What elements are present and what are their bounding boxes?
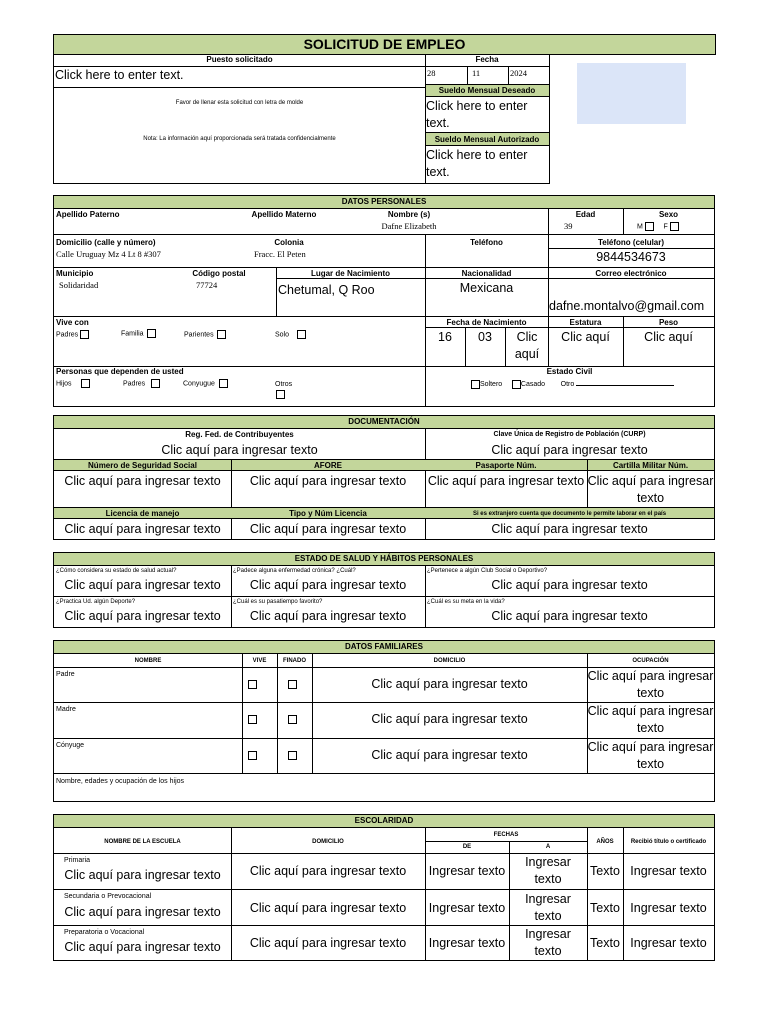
licencia-input[interactable]: Clic aquí para ingresar texto [64,522,221,536]
civil-soltero-label: Soltero [480,381,503,388]
col-a: A [545,844,551,850]
fecha-nacimiento-label: Fecha de Nacimiento [446,318,527,327]
conyuge-ocupacion[interactable]: Clic aquí para ingresar texto [587,740,714,771]
civil-casado-label: Casado [520,381,546,388]
colonia-label: Colonia [274,238,304,247]
puesto-input[interactable]: Click here to enter text. [55,68,184,82]
rfc-input[interactable]: Clic aquí para ingresar texto [161,443,318,457]
fnac-dia[interactable]: 16 [438,330,452,344]
primaria-de[interactable]: Ingresar texto [428,864,506,878]
madre-domicilio[interactable]: Clic aquí para ingresar texto [371,712,528,726]
sexo-f-checkbox[interactable] [670,222,679,231]
familiar-madre-label: Madre [56,706,76,713]
sueldo-deseado-label: Sueldo Mensual Deseado [438,86,536,95]
vive-padres-checkbox[interactable] [80,330,89,339]
dep-hijos-checkbox[interactable] [81,379,90,388]
correo-label: Correo electrónico [595,269,667,278]
civil-otro-line[interactable] [576,379,674,386]
col-escuela: NOMBRE DE LA ESCUELA [104,839,181,845]
dep-padres-checkbox[interactable] [151,379,160,388]
dep-otros-checkbox[interactable] [276,390,285,399]
sexo-options [637,222,717,231]
datos-personales-section [53,195,715,407]
salud-q4: ¿Practica Ud. algún Deporte? [56,599,136,605]
curp-label: Clave Única de Registro de Población (CURP) [493,431,646,438]
fecha-mes[interactable]: 11 [472,68,481,78]
salud-q2: ¿Padece alguna enfermedad crónica? ¿Cuál? [233,568,356,574]
nivel-primaria: Primaria [64,857,91,864]
peso-value[interactable]: Clic aquí [644,330,693,344]
vive-familia-label: Familia [121,330,144,338]
colonia-value[interactable]: Fracc. El Peten [254,249,306,259]
salud-section [53,552,715,628]
col-vive: VIVE [252,658,267,664]
nss-input[interactable]: Clic aquí para ingresar texto [64,474,221,488]
nota-letra-molde: Favor de llenar esta solicitud con letra de molde [175,100,304,106]
municipio-value[interactable]: Solidaridad [59,280,99,290]
nacionalidad-label: Nacionalidad [461,269,512,278]
padre-ocupacion[interactable]: Clic aquí para ingresar texto [587,669,714,700]
documentacion-header: DOCUMENTACIÓN [54,416,714,429]
pasaporte-input[interactable]: Clic aquí para ingresar texto [427,474,585,488]
dep-conyugue-label: Conyugue [183,380,215,388]
dep-padres-label: Padres [123,380,146,388]
fnac-mes[interactable]: 03 [478,330,492,344]
vive-parientes-checkbox[interactable] [217,330,226,339]
nombre-label: Nombre (s) [387,210,431,219]
vive-padres-label: Padres [56,331,79,339]
municipio-label: Municipio [56,269,94,278]
primaria-titulo[interactable]: Ingresar texto [630,864,707,878]
vive-parientes-group [184,330,226,339]
domicilio-label: Domicilio (calle y número) [56,238,156,247]
conyuge-vive-checkbox[interactable] [248,751,257,760]
photo-box [577,63,686,124]
nacionalidad-value[interactable]: Mexicana [459,281,514,295]
familiares-header: DATOS FAMILIARES [54,641,714,654]
familiar-conyuge-label: Cónyuge [56,742,85,749]
apellido-paterno-label: Apellido Paterno [56,210,120,219]
preparatoria-a[interactable]: Ingresar texto [525,927,571,958]
apellido-materno-label: Apellido Materno [251,210,317,219]
pasaporte-label: Pasaporte Núm. [475,461,537,470]
col-titulo: Recibió título o certificado [630,839,707,845]
civil-soltero-checkbox[interactable] [471,380,480,389]
secundaria-titulo[interactable]: Ingresar texto [630,901,707,915]
hijos-label: Nombre, edades y ocupación de los hijos [56,778,185,785]
cartilla-label: Cartilla Militar Núm. [612,461,689,470]
civil-casado-checkbox[interactable] [512,380,521,389]
col-finado: FINADO [283,658,306,664]
correo-value[interactable]: dafne.montalvo@gmail.com [549,299,705,313]
nivel-preparatoria: Preparatoria o Vocacional [64,929,145,936]
escolaridad-section [53,814,715,961]
puesto-label: Puesto solicitado [206,55,273,64]
primaria-a[interactable]: Ingresar texto [525,855,571,886]
preparatoria-escuela[interactable]: Clic aquí para ingresar texto [64,940,221,954]
salud-q5: ¿Cuál es su pasatiempo favorito? [233,599,323,605]
col-domicilio: DOMICILIO [433,658,466,664]
top-section [53,54,550,184]
civil-otro-label: Otro [560,381,575,388]
sueldo-autorizado-label: Sueldo Mensual Autorizado [434,135,540,144]
col-fechas: FECHAS [493,832,519,838]
nota-confidencial: Nota: La información aquí proporcionada será tratada confidencialmente [143,136,336,142]
estatura-label: Estatura [569,318,602,327]
col-esc-domicilio: DOMICILIO [312,839,344,845]
padre-finado-checkbox[interactable] [288,680,297,689]
sueldo-deseado-input[interactable]: Click here to enter text. [426,99,528,130]
secundaria-a[interactable]: Ingresar texto [525,892,571,923]
primaria-anios[interactable]: Texto [590,864,620,878]
preparatoria-domicilio[interactable]: Clic aquí para ingresar texto [249,936,407,950]
sueldo-autorizado-input[interactable]: Click here to enter text. [426,148,528,179]
dep-conyugue-checkbox[interactable] [219,379,228,388]
extranjero-input[interactable]: Clic aquí para ingresar texto [491,522,648,536]
afore-input[interactable]: Clic aquí para ingresar texto [249,474,407,488]
documentacion-section [53,415,715,540]
vive-solo-group [275,330,306,339]
vive-familia-checkbox[interactable] [147,329,156,338]
secundaria-domicilio[interactable]: Clic aquí para ingresar texto [249,901,407,915]
edad-value[interactable]: 39 [564,221,573,231]
cp-value[interactable]: 77724 [196,280,218,290]
escolaridad-header: ESCOLARIDAD [54,815,714,828]
nombre-value[interactable]: Dafne Elizabeth [381,221,437,231]
madre-vive-checkbox[interactable] [248,715,257,724]
dep-otros-label: Otros [275,381,293,388]
conyuge-domicilio[interactable]: Clic aquí para ingresar texto [371,748,528,762]
datos-personales-header: DATOS PERSONALES [54,196,714,209]
familiares-section [53,640,715,802]
secundaria-de[interactable]: Ingresar texto [428,901,506,915]
preparatoria-de[interactable]: Ingresar texto [428,936,506,950]
vive-con-label: Vive con [56,318,89,327]
nss-label: Número de Seguridad Social [88,461,197,470]
fecha-dia[interactable]: 28 [427,68,436,78]
rfc-label: Reg. Fed. de Contribuyentes [185,430,294,439]
padre-domicilio[interactable]: Clic aquí para ingresar texto [371,677,528,691]
primaria-escuela[interactable]: Clic aquí para ingresar texto [64,868,221,882]
celular-label: Teléfono (celular) [597,238,665,247]
salud-q6: ¿Cuál es su meta en la vida? [427,599,505,605]
sexo-m-label: M [637,223,643,231]
salud-a6[interactable]: Clic aquí para ingresar texto [491,609,648,623]
estado-civil-label: Estado Civil [546,367,593,376]
edad-label: Edad [575,210,596,219]
fecha-label: Fecha [475,55,499,64]
civil-options [471,379,711,389]
sexo-label: Sexo [658,210,679,219]
salud-a2[interactable]: Clic aquí para ingresar texto [249,578,407,592]
salud-q1: ¿Cómo considera su estado de salud actual? [56,568,177,574]
telefono-label: Teléfono [470,238,503,247]
licencia-label: Licencia de manejo [105,509,180,518]
vive-parientes-label: Parientes [184,331,214,339]
primaria-domicilio[interactable]: Clic aquí para ingresar texto [249,864,407,878]
tipo-licencia-label: Tipo y Núm Licencia [289,509,367,518]
nivel-secundaria: Secundaria o Prevocacional [64,893,152,900]
lugar-nacimiento-value[interactable]: Chetumal, Q Roo [278,283,375,297]
conyuge-finado-checkbox[interactable] [288,751,297,760]
salud-a4[interactable]: Clic aquí para ingresar texto [64,609,221,623]
col-de: DE [462,844,472,850]
dep-hijos-label: Hijos [56,380,72,388]
vive-solo-label: Solo [275,331,290,339]
col-anios: AÑOS [596,839,614,845]
preparatoria-anios[interactable]: Texto [590,936,620,950]
extranjero-label: Si es extranjero cuenta que documento le permite laborar en el país [472,511,667,517]
fecha-anio[interactable]: 2024 [510,68,527,78]
vive-solo-checkbox[interactable] [297,330,306,339]
secundaria-escuela[interactable]: Clic aquí para ingresar texto [64,905,221,919]
curp-input[interactable]: Clic aquí para ingresar texto [491,443,648,457]
secundaria-anios[interactable]: Texto [590,901,620,915]
cp-label: Código postal [192,269,246,278]
cartilla-input[interactable]: Clic aquí para ingresar texto [587,474,714,505]
dependientes-label: Personas que dependen de usted [56,367,184,376]
vive-familia-group [121,329,156,338]
celular-value[interactable]: 9844534673 [596,250,666,264]
salud-a1[interactable]: Clic aquí para ingresar texto [64,578,221,592]
salud-a5[interactable]: Clic aquí para ingresar texto [249,609,407,623]
estatura-value[interactable]: Clic aquí [561,330,610,344]
dep-padres-group [123,379,160,388]
madre-finado-checkbox[interactable] [288,715,297,724]
peso-label: Peso [658,318,679,327]
tipo-licencia-input[interactable]: Clic aquí para ingresar texto [249,522,407,536]
title-bar: SOLICITUD DE EMPLEO [53,34,716,55]
col-nombre: NOMBRE [134,658,162,664]
familiar-padre-label: Padre [56,671,75,678]
dep-conyugue-group [183,379,228,388]
sexo-m-checkbox[interactable] [645,222,654,231]
domicilio-value[interactable]: Calle Uruguay Mz 4 Lt 8 #307 [56,249,161,259]
afore-label: AFORE [314,461,342,470]
padre-vive-checkbox[interactable] [248,680,257,689]
sexo-f-label: F [663,223,668,231]
salud-a3[interactable]: Clic aquí para ingresar texto [491,578,648,592]
fnac-anio[interactable]: Clic aquí [514,330,540,361]
col-ocupacion: OCUPACIÓN [632,658,669,664]
preparatoria-titulo[interactable]: Ingresar texto [630,936,707,950]
salud-header: ESTADO DE SALUD Y HÁBITOS PERSONALES [54,553,714,566]
lugar-nacimiento-label: Lugar de Nacimiento [310,269,391,278]
dep-hijos-group [56,379,90,388]
madre-ocupacion[interactable]: Clic aquí para ingresar texto [587,704,714,735]
salud-q3: ¿Pertenece a algún Club Social o Deportivo? [427,568,548,574]
